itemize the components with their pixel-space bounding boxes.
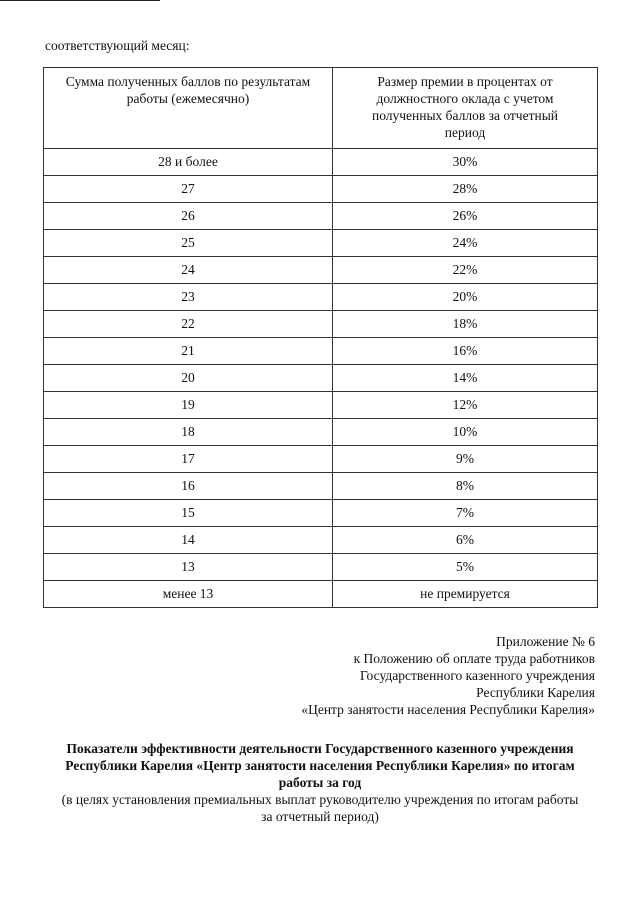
bonus-cell: 28%: [333, 176, 598, 203]
table-row: [44, 257, 598, 284]
table-row: [44, 527, 598, 554]
appendix-line: к Положению об оплате труда работников: [353, 651, 595, 666]
points-cell: 17: [44, 446, 333, 473]
points-cell: 23: [44, 284, 333, 311]
points-cell: 18: [44, 419, 333, 446]
table-row: [44, 365, 598, 392]
points-cell: 19: [44, 392, 333, 419]
bonus-cell: 18%: [333, 311, 598, 338]
bonus-cell: 7%: [333, 500, 598, 527]
points-cell: 27: [44, 176, 333, 203]
table-row: [44, 446, 598, 473]
points-cell: 24: [44, 257, 333, 284]
table-body: [44, 149, 598, 608]
bonus-cell: 22%: [333, 257, 598, 284]
page-top-rule: [0, 0, 160, 1]
bonus-cell: 30%: [333, 149, 598, 176]
appendix-line: Государственного казенного учреждения: [359, 668, 595, 683]
points-cell: 22: [44, 311, 333, 338]
heading-title-line: Республики Карелия «Центр занятости населения Республики Карелия» по итогам: [65, 758, 575, 773]
points-cell: 25: [44, 230, 333, 257]
points-cell: 21: [44, 338, 333, 365]
table-row: [44, 203, 598, 230]
points-cell: 14: [44, 527, 333, 554]
bonus-cell: 9%: [333, 446, 598, 473]
bonus-cell: 10%: [333, 419, 598, 446]
bonus-cell: 6%: [333, 527, 598, 554]
header-bonus-percent: Размер премии в процентах от должностного оклада с учетом полученных баллов за отчетный период: [333, 68, 598, 149]
points-cell: 13: [44, 554, 333, 581]
bonus-cell: 14%: [333, 365, 598, 392]
points-cell: 26: [44, 203, 333, 230]
table-row: [44, 554, 598, 581]
table-row: [44, 149, 598, 176]
points-cell: менее 13: [44, 581, 333, 608]
bonus-cell: 20%: [333, 284, 598, 311]
table-row: [44, 392, 598, 419]
table-row: [44, 581, 598, 608]
heading-title-line: работы за год: [278, 775, 362, 790]
bonus-cell: 16%: [333, 338, 598, 365]
intro-text: соответствующий месяц:: [45, 38, 190, 53]
bonus-cell: 5%: [333, 554, 598, 581]
bonus-cell: 12%: [333, 392, 598, 419]
appendix-block: [301, 633, 595, 718]
header-points: Сумма полученных баллов по результатам работы (ежемесячно): [44, 68, 333, 149]
bonus-table: [43, 67, 598, 608]
table-row: [44, 284, 598, 311]
points-cell: 28 и более: [44, 149, 333, 176]
appendix-line: Приложение № 6: [496, 634, 595, 649]
bonus-cell: 24%: [333, 230, 598, 257]
table-row: [44, 230, 598, 257]
heading-subtitle-line: за отчетный период): [261, 809, 379, 824]
table-row: [44, 419, 598, 446]
bonus-cell: 26%: [333, 203, 598, 230]
appendix-line: «Центр занятости населения Республики Карелия»: [301, 702, 595, 717]
table-header-row: [44, 68, 598, 149]
table-row: [44, 176, 598, 203]
table-row: [44, 473, 598, 500]
table-row: [44, 338, 598, 365]
bonus-cell: не премируется: [333, 581, 598, 608]
heading-subtitle-line: (в целях установления премиальных выплат руководителю учреждения по итогам работы: [61, 792, 579, 807]
points-cell: 16: [44, 473, 333, 500]
bonus-cell: 8%: [333, 473, 598, 500]
heading-title-line: Показатели эффективности деятельности Государственного казенного учреждения: [66, 741, 574, 756]
appendix-line: Республики Карелия: [476, 685, 595, 700]
table-row: [44, 311, 598, 338]
table-row: [44, 500, 598, 527]
points-cell: 15: [44, 500, 333, 527]
section-heading: [30, 740, 610, 825]
points-cell: 20: [44, 365, 333, 392]
